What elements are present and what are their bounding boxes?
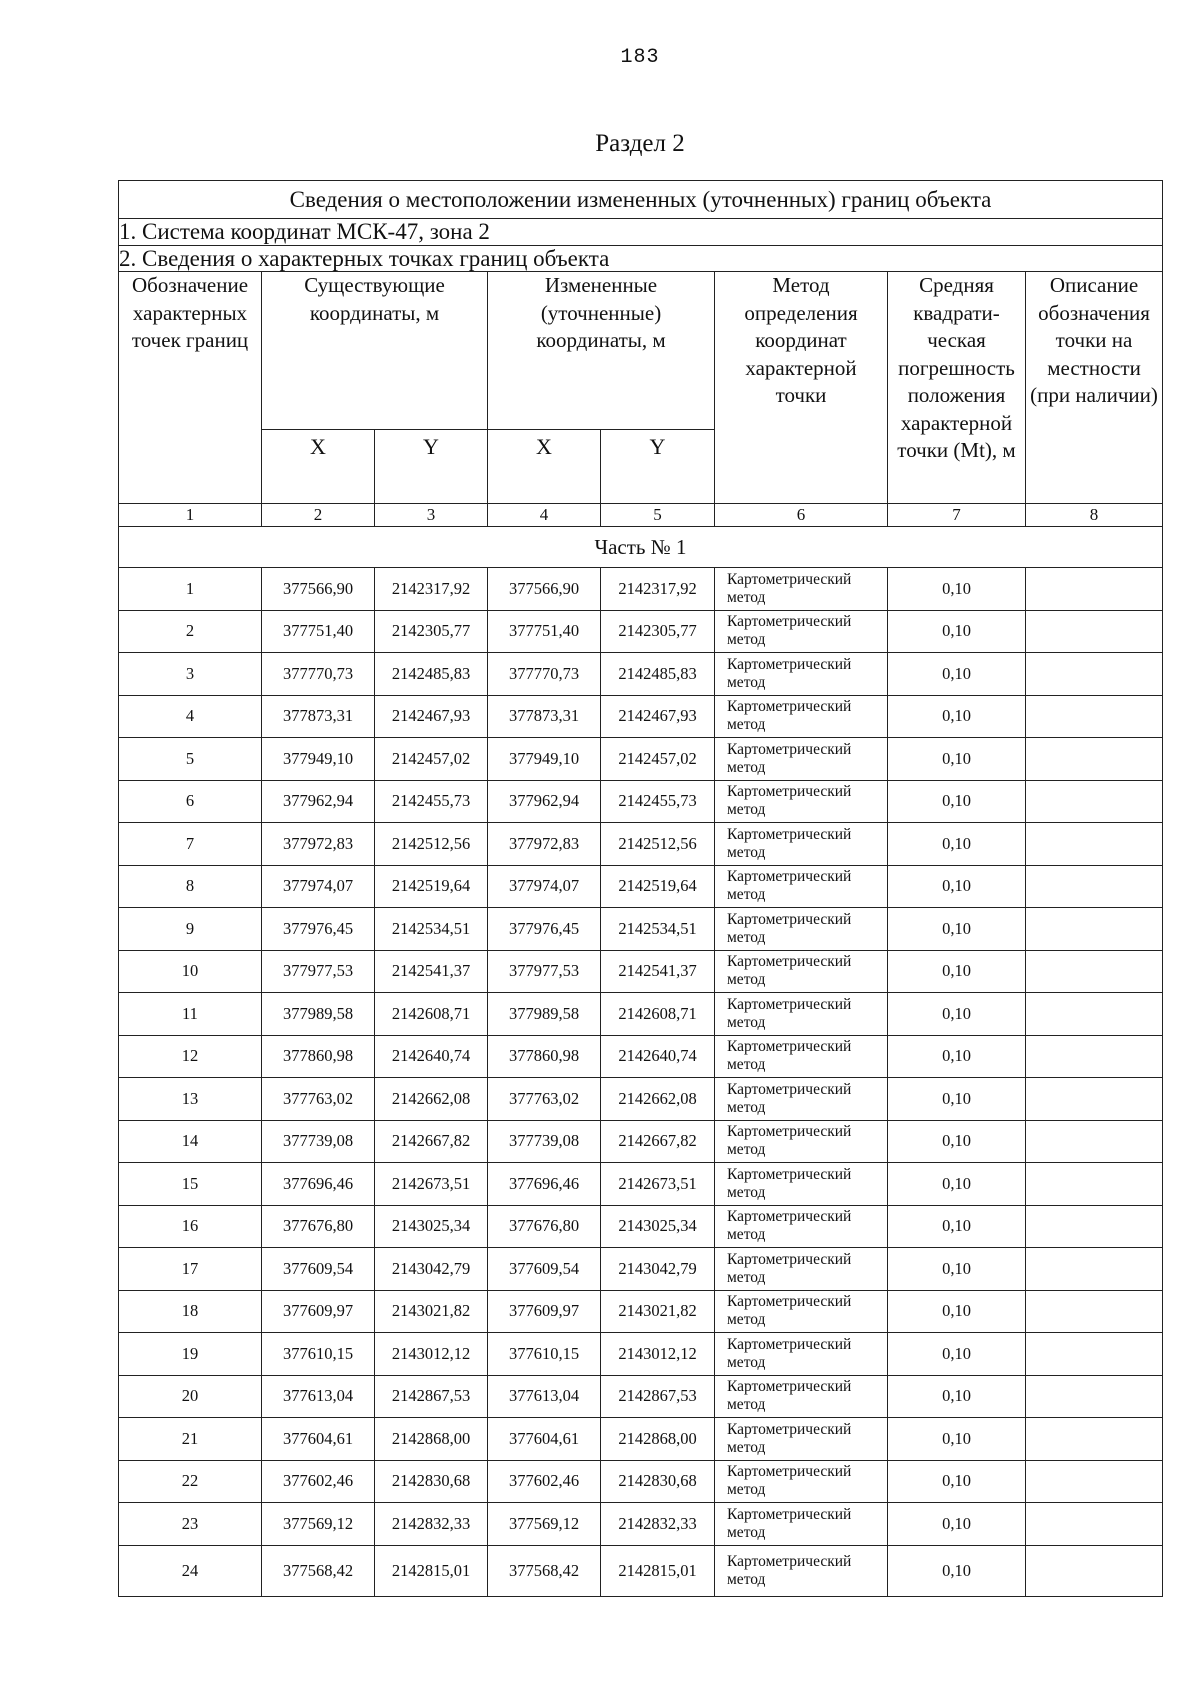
table-row	[119, 1375, 1163, 1418]
existing-x-cell: 377566,90	[262, 568, 375, 611]
existing-x-cell: 377568,42	[262, 1545, 375, 1596]
existing-x-cell: 377763,02	[262, 1078, 375, 1121]
method-cell: Картометрический метод	[715, 568, 888, 611]
changed-y-cell: 2142541,37	[601, 950, 715, 993]
existing-x-cell: 377974,07	[262, 865, 375, 908]
changed-y-cell: 2142832,33	[601, 1503, 715, 1546]
description-cell	[1026, 908, 1163, 951]
table-row	[119, 1120, 1163, 1163]
method-cell: Картометрический метод	[715, 1418, 888, 1461]
description-cell	[1026, 1333, 1163, 1376]
header-existing-x: X	[262, 430, 375, 504]
changed-y-cell: 2142512,56	[601, 823, 715, 866]
point-number-cell: 20	[119, 1375, 262, 1418]
table-row	[119, 908, 1163, 951]
description-cell	[1026, 1078, 1163, 1121]
point-number-cell: 15	[119, 1163, 262, 1206]
changed-x-cell: 377676,80	[488, 1205, 601, 1248]
existing-x-cell: 377976,45	[262, 908, 375, 951]
mean-square-error-cell: 0,10	[888, 1290, 1026, 1333]
table-row	[119, 780, 1163, 823]
point-number-cell: 1	[119, 568, 262, 611]
part-row	[119, 527, 1163, 568]
table-row	[119, 568, 1163, 611]
changed-y-cell: 2142534,51	[601, 908, 715, 951]
existing-y-cell: 2142305,77	[375, 610, 488, 653]
mean-square-error-cell: 0,10	[888, 1375, 1026, 1418]
point-number-cell: 9	[119, 908, 262, 951]
header-row	[119, 272, 1163, 430]
table-row	[119, 1503, 1163, 1546]
description-cell	[1026, 1205, 1163, 1248]
description-cell	[1026, 1248, 1163, 1291]
point-number-cell: 5	[119, 738, 262, 781]
header-changed-x: X	[488, 430, 601, 504]
method-cell: Картометрический метод	[715, 1333, 888, 1376]
mean-square-error-cell: 0,10	[888, 653, 1026, 696]
changed-x-cell: 377610,15	[488, 1333, 601, 1376]
point-number-cell: 10	[119, 950, 262, 993]
existing-y-cell: 2142512,56	[375, 823, 488, 866]
existing-y-cell: 2143021,82	[375, 1290, 488, 1333]
boundary-points-table	[118, 180, 1163, 1597]
description-cell	[1026, 1290, 1163, 1333]
points-info-row	[119, 246, 1163, 272]
points-info-text: 2. Сведения о характерных точках границ объекта	[119, 246, 1163, 272]
method-cell: Картометрический метод	[715, 993, 888, 1036]
existing-x-cell: 377610,15	[262, 1333, 375, 1376]
mean-square-error-cell: 0,10	[888, 1248, 1026, 1291]
changed-y-cell: 2143021,82	[601, 1290, 715, 1333]
existing-y-cell: 2142519,64	[375, 865, 488, 908]
table-row	[119, 1545, 1163, 1596]
table-row	[119, 1290, 1163, 1333]
changed-x-cell: 377566,90	[488, 568, 601, 611]
changed-y-cell: 2142867,53	[601, 1375, 715, 1418]
changed-x-cell: 377860,98	[488, 1035, 601, 1078]
table-row	[119, 1418, 1163, 1461]
table-row	[119, 653, 1163, 696]
mean-square-error-cell: 0,10	[888, 1078, 1026, 1121]
mean-square-error-cell: 0,10	[888, 780, 1026, 823]
column-number: 4	[488, 504, 601, 527]
mean-square-error-cell: 0,10	[888, 1163, 1026, 1206]
header-description: Описание обозначения точки на местности (при наличии)	[1026, 272, 1163, 504]
changed-x-cell: 377763,02	[488, 1078, 601, 1121]
header-changed-coordinates: Измененные (уточненные) координаты, м	[488, 272, 715, 430]
description-cell	[1026, 1418, 1163, 1461]
coordinate-system-text: 1. Система координат МСК-47, зона 2	[119, 219, 1163, 246]
changed-x-cell: 377696,46	[488, 1163, 601, 1206]
existing-y-cell: 2142457,02	[375, 738, 488, 781]
changed-x-cell: 377568,42	[488, 1545, 601, 1596]
description-cell	[1026, 993, 1163, 1036]
changed-y-cell: 2142667,82	[601, 1120, 715, 1163]
header-changed-y: Y	[601, 430, 715, 504]
existing-x-cell: 377602,46	[262, 1460, 375, 1503]
existing-x-cell: 377972,83	[262, 823, 375, 866]
changed-y-cell: 2142455,73	[601, 780, 715, 823]
description-cell	[1026, 610, 1163, 653]
existing-y-cell: 2142868,00	[375, 1418, 488, 1461]
table-row	[119, 738, 1163, 781]
point-number-cell: 13	[119, 1078, 262, 1121]
description-cell	[1026, 865, 1163, 908]
point-number-cell: 16	[119, 1205, 262, 1248]
method-cell: Картометрический метод	[715, 1545, 888, 1596]
header-method: Метод определения координат характерной точки	[715, 272, 888, 504]
changed-x-cell: 377609,97	[488, 1290, 601, 1333]
table-row	[119, 865, 1163, 908]
changed-x-cell: 377977,53	[488, 950, 601, 993]
header-existing-y: Y	[375, 430, 488, 504]
description-cell	[1026, 1545, 1163, 1596]
changed-x-cell: 377976,45	[488, 908, 601, 951]
point-number-cell: 23	[119, 1503, 262, 1546]
mean-square-error-cell: 0,10	[888, 865, 1026, 908]
description-cell	[1026, 568, 1163, 611]
changed-y-cell: 2142305,77	[601, 610, 715, 653]
changed-y-cell: 2142608,71	[601, 993, 715, 1036]
mean-square-error-cell: 0,10	[888, 823, 1026, 866]
existing-y-cell: 2142830,68	[375, 1460, 488, 1503]
changed-x-cell: 377974,07	[488, 865, 601, 908]
changed-y-cell: 2142830,68	[601, 1460, 715, 1503]
changed-y-cell: 2142868,00	[601, 1418, 715, 1461]
method-cell: Картометрический метод	[715, 1290, 888, 1333]
existing-y-cell: 2142455,73	[375, 780, 488, 823]
changed-x-cell: 377770,73	[488, 653, 601, 696]
changed-x-cell: 377604,61	[488, 1418, 601, 1461]
existing-x-cell: 377569,12	[262, 1503, 375, 1546]
existing-y-cell: 2143025,34	[375, 1205, 488, 1248]
mean-square-error-cell: 0,10	[888, 1418, 1026, 1461]
existing-x-cell: 377751,40	[262, 610, 375, 653]
point-number-cell: 18	[119, 1290, 262, 1333]
point-number-cell: 3	[119, 653, 262, 696]
changed-y-cell: 2143012,12	[601, 1333, 715, 1376]
existing-x-cell: 377770,73	[262, 653, 375, 696]
point-number-cell: 12	[119, 1035, 262, 1078]
method-cell: Картометрический метод	[715, 610, 888, 653]
existing-y-cell: 2142662,08	[375, 1078, 488, 1121]
point-number-cell: 11	[119, 993, 262, 1036]
existing-y-cell: 2142534,51	[375, 908, 488, 951]
method-cell: Картометрический метод	[715, 738, 888, 781]
mean-square-error-cell: 0,10	[888, 1503, 1026, 1546]
method-cell: Картометрический метод	[715, 950, 888, 993]
existing-x-cell: 377696,46	[262, 1163, 375, 1206]
page-number: 183	[620, 46, 660, 69]
changed-y-cell: 2143025,34	[601, 1205, 715, 1248]
existing-y-cell: 2143042,79	[375, 1248, 488, 1291]
existing-y-cell: 2142832,33	[375, 1503, 488, 1546]
existing-x-cell: 377739,08	[262, 1120, 375, 1163]
table-row	[119, 1078, 1163, 1121]
point-number-cell: 4	[119, 695, 262, 738]
table-row	[119, 823, 1163, 866]
changed-y-cell: 2142640,74	[601, 1035, 715, 1078]
mean-square-error-cell: 0,10	[888, 1545, 1026, 1596]
table-row	[119, 1035, 1163, 1078]
mean-square-error-cell: 0,10	[888, 610, 1026, 653]
changed-y-cell: 2142815,01	[601, 1545, 715, 1596]
mean-square-error-cell: 0,10	[888, 695, 1026, 738]
existing-x-cell: 377989,58	[262, 993, 375, 1036]
coordinate-system-row	[119, 219, 1163, 246]
mean-square-error-cell: 0,10	[888, 568, 1026, 611]
description-cell	[1026, 780, 1163, 823]
point-number-cell: 24	[119, 1545, 262, 1596]
description-cell	[1026, 950, 1163, 993]
description-cell	[1026, 653, 1163, 696]
method-cell: Картометрический метод	[715, 1375, 888, 1418]
existing-y-cell: 2142317,92	[375, 568, 488, 611]
method-cell: Картометрический метод	[715, 653, 888, 696]
section-title: Раздел 2	[595, 130, 685, 157]
changed-x-cell: 377949,10	[488, 738, 601, 781]
description-cell	[1026, 1163, 1163, 1206]
column-number: 2	[262, 504, 375, 527]
mean-square-error-cell: 0,10	[888, 1035, 1026, 1078]
existing-y-cell: 2142815,01	[375, 1545, 488, 1596]
table-title: Сведения о местоположении измененных (уточненных) границ объекта	[119, 181, 1163, 219]
header-existing-coordinates: Существующие координаты, м	[262, 272, 488, 430]
table-row	[119, 695, 1163, 738]
method-cell: Картометрический метод	[715, 1120, 888, 1163]
table-row	[119, 1333, 1163, 1376]
description-cell	[1026, 695, 1163, 738]
mean-square-error-cell: 0,10	[888, 1460, 1026, 1503]
column-number: 3	[375, 504, 488, 527]
existing-x-cell: 377949,10	[262, 738, 375, 781]
existing-y-cell: 2142608,71	[375, 993, 488, 1036]
point-number-cell: 7	[119, 823, 262, 866]
mean-square-error-cell: 0,10	[888, 993, 1026, 1036]
changed-x-cell: 377602,46	[488, 1460, 601, 1503]
part-label: Часть № 1	[119, 527, 1163, 568]
method-cell: Картометрический метод	[715, 1248, 888, 1291]
table-row	[119, 1460, 1163, 1503]
changed-x-cell: 377613,04	[488, 1375, 601, 1418]
point-number-cell: 14	[119, 1120, 262, 1163]
method-cell: Картометрический метод	[715, 1460, 888, 1503]
table-row	[119, 1248, 1163, 1291]
mean-square-error-cell: 0,10	[888, 1120, 1026, 1163]
existing-x-cell: 377676,80	[262, 1205, 375, 1248]
description-cell	[1026, 1375, 1163, 1418]
existing-y-cell: 2142867,53	[375, 1375, 488, 1418]
changed-x-cell: 377972,83	[488, 823, 601, 866]
existing-x-cell: 377613,04	[262, 1375, 375, 1418]
changed-x-cell: 377609,54	[488, 1248, 601, 1291]
table-row	[119, 1205, 1163, 1248]
method-cell: Картометрический метод	[715, 1035, 888, 1078]
changed-x-cell: 377989,58	[488, 993, 601, 1036]
existing-y-cell: 2142640,74	[375, 1035, 488, 1078]
existing-y-cell: 2142541,37	[375, 950, 488, 993]
existing-x-cell: 377860,98	[262, 1035, 375, 1078]
header-point-designation: Обозначение характерных точек границ	[119, 272, 262, 504]
existing-y-cell: 2142485,83	[375, 653, 488, 696]
column-number: 8	[1026, 504, 1163, 527]
method-cell: Картометрический метод	[715, 823, 888, 866]
mean-square-error-cell: 0,10	[888, 1333, 1026, 1376]
changed-x-cell: 377569,12	[488, 1503, 601, 1546]
column-numbers-row	[119, 504, 1163, 527]
changed-x-cell: 377739,08	[488, 1120, 601, 1163]
table-row	[119, 950, 1163, 993]
changed-x-cell: 377962,94	[488, 780, 601, 823]
point-number-cell: 17	[119, 1248, 262, 1291]
header-mean-square-error: Средняя квадрати-ческая погрешность положения характерной точки (Mt), м	[888, 272, 1026, 504]
existing-x-cell: 377962,94	[262, 780, 375, 823]
mean-square-error-cell: 0,10	[888, 908, 1026, 951]
existing-y-cell: 2142673,51	[375, 1163, 488, 1206]
method-cell: Картометрический метод	[715, 908, 888, 951]
method-cell: Картометрический метод	[715, 1205, 888, 1248]
description-cell	[1026, 738, 1163, 781]
column-number: 1	[119, 504, 262, 527]
point-number-cell: 2	[119, 610, 262, 653]
column-number: 6	[715, 504, 888, 527]
existing-y-cell: 2142667,82	[375, 1120, 488, 1163]
point-number-cell: 22	[119, 1460, 262, 1503]
method-cell: Картометрический метод	[715, 780, 888, 823]
column-number: 5	[601, 504, 715, 527]
changed-y-cell: 2142662,08	[601, 1078, 715, 1121]
changed-y-cell: 2142467,93	[601, 695, 715, 738]
point-number-cell: 19	[119, 1333, 262, 1376]
column-number: 7	[888, 504, 1026, 527]
table-title-row	[119, 181, 1163, 219]
point-number-cell: 6	[119, 780, 262, 823]
changed-y-cell: 2142317,92	[601, 568, 715, 611]
description-cell	[1026, 1120, 1163, 1163]
description-cell	[1026, 1460, 1163, 1503]
description-cell	[1026, 823, 1163, 866]
description-cell	[1026, 1503, 1163, 1546]
existing-y-cell: 2143012,12	[375, 1333, 488, 1376]
description-cell	[1026, 1035, 1163, 1078]
point-number-cell: 21	[119, 1418, 262, 1461]
changed-x-cell: 377873,31	[488, 695, 601, 738]
changed-y-cell: 2142519,64	[601, 865, 715, 908]
existing-x-cell: 377604,61	[262, 1418, 375, 1461]
existing-x-cell: 377609,97	[262, 1290, 375, 1333]
existing-y-cell: 2142467,93	[375, 695, 488, 738]
method-cell: Картометрический метод	[715, 1163, 888, 1206]
changed-y-cell: 2142485,83	[601, 653, 715, 696]
existing-x-cell: 377609,54	[262, 1248, 375, 1291]
mean-square-error-cell: 0,10	[888, 1205, 1026, 1248]
method-cell: Картометрический метод	[715, 1503, 888, 1546]
changed-y-cell: 2143042,79	[601, 1248, 715, 1291]
table-row	[119, 993, 1163, 1036]
table-row	[119, 610, 1163, 653]
existing-x-cell: 377873,31	[262, 695, 375, 738]
existing-x-cell: 377977,53	[262, 950, 375, 993]
method-cell: Картометрический метод	[715, 865, 888, 908]
table-body	[119, 181, 1163, 1597]
mean-square-error-cell: 0,10	[888, 738, 1026, 781]
method-cell: Картометрический метод	[715, 1078, 888, 1121]
changed-x-cell: 377751,40	[488, 610, 601, 653]
point-number-cell: 8	[119, 865, 262, 908]
changed-y-cell: 2142673,51	[601, 1163, 715, 1206]
changed-y-cell: 2142457,02	[601, 738, 715, 781]
method-cell: Картометрический метод	[715, 695, 888, 738]
table-row	[119, 1163, 1163, 1206]
mean-square-error-cell: 0,10	[888, 950, 1026, 993]
